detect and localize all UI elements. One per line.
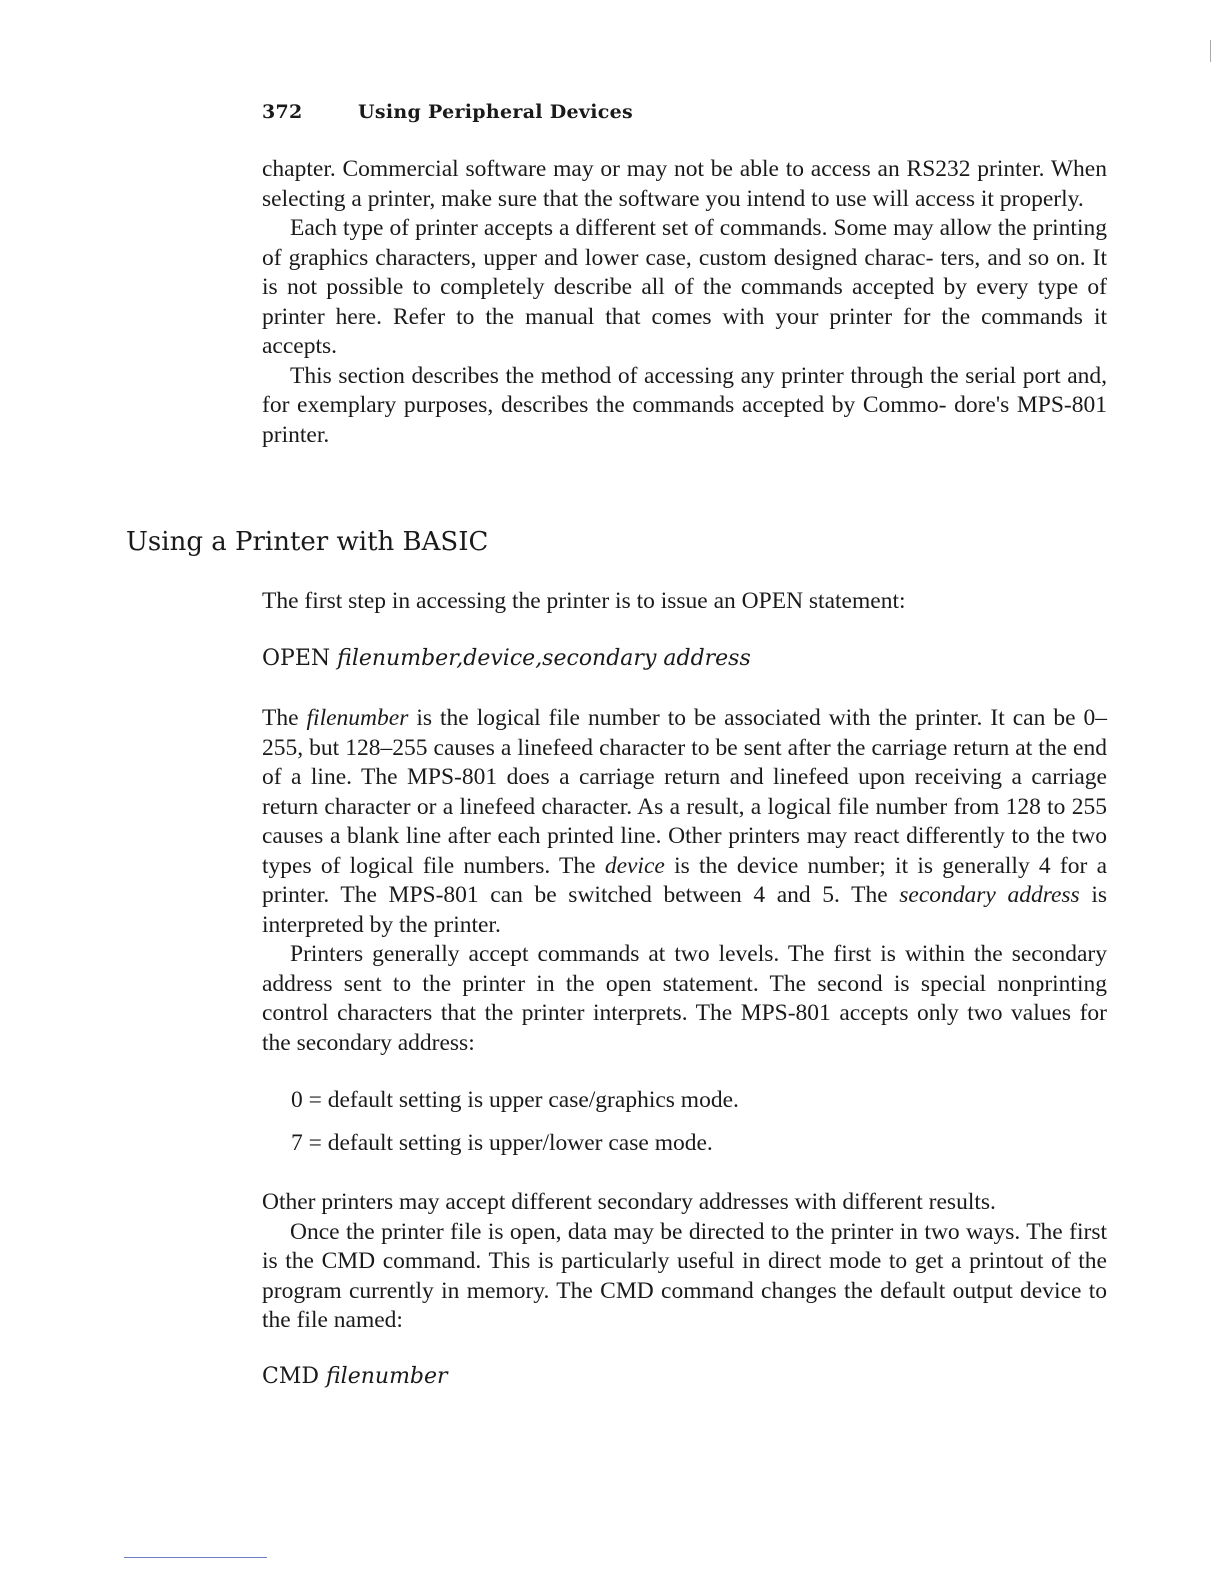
- cmd-keyword: CMD: [262, 1364, 319, 1389]
- intro-paragraph-2: Each type of printer accepts a different set of commands. Some may allow the printing of graphics characters, upper and lower case, custom designed charac- ters, and so on. It is not possible to completely describe all of the commands accepted by every type of printer here. Refer to the manual that comes with your printer for the commands it accepts.: [262, 215, 1107, 359]
- fn-term-device: device: [604, 852, 665, 879]
- other-printers-paragraph: Other printers may accept different secondary addresses with different results.: [262, 1189, 996, 1215]
- fn-term-filenumber: filenumber: [306, 705, 409, 731]
- cmd-args: filenumber: [326, 1364, 448, 1389]
- fn-text-4: is interpreted by the printer.: [262, 882, 1107, 938]
- filenumber-block: [262, 704, 1107, 1058]
- fn-text-2: is the logical file number to be associated with the printer. It can be 0–255, but 128–255 causes a linefeed character to be sent after the carriage return at the end of a line. The MPS-801 does a carriage return and linefeed upon receiving a carriage return character or a linefeed character. As a result, a logical file number from 128 to 255 causes a blank line after each printed line. Other printers may react differently to the two types of logical file numbers. The: [262, 705, 1107, 879]
- fn-text-3: is the device number; it is generally 4 for a printer. The MPS-801 can be switched between 4 and 5. The: [262, 852, 1107, 908]
- footnote-rule: [124, 1557, 267, 1558]
- fn-text-1: The: [262, 705, 307, 731]
- closing-block: [262, 1188, 1107, 1336]
- intro-paragraph-3: This section describes the method of accessing any printer through the serial port and, for exemplary purposes, describes the commands accepted by Commo- dore's MPS-801 printer.: [262, 362, 1107, 448]
- cmd-syntax: [262, 1364, 448, 1389]
- intro-paragraph-1: chapter. Commercial software may or may not be able to access an RS232 printer. When selecting a printer, make sure that the software you intend to use will access it properly.: [262, 156, 1107, 212]
- page-header: [262, 101, 633, 123]
- page-number: 372: [262, 101, 303, 123]
- fn-term-secondary-address: secondary address: [899, 882, 1080, 908]
- step-intro: The first step in accessing the printer is to issue an OPEN statement:: [262, 588, 906, 614]
- section-heading: Using a Printer with BASIC: [126, 527, 489, 557]
- filenumber-paragraph: [262, 704, 1107, 940]
- sa-value-0: 0 = default setting is upper case/graphics mode.: [291, 1087, 739, 1113]
- open-syntax: [262, 646, 751, 671]
- scan-edge-mark: [1210, 40, 1211, 62]
- open-args: filenumber,device,secondary address: [337, 646, 751, 671]
- cmd-paragraph: Once the printer file is open, data may be directed to the printer in two ways. The first is the CMD command. This is particularly useful in direct mode to get a printout of the program currently in memory. The CMD command changes the default output device to the file named:: [262, 1218, 1107, 1333]
- levels-paragraph: Printers generally accept commands at two levels. The first is within the secondary address sent to the printer in the open statement. The second is special nonprinting control characters that the printer interprets. The MPS-801 accepts only two values for the secondary address:: [262, 941, 1107, 1056]
- running-title: Using Peripheral Devices: [358, 101, 634, 123]
- sa-value-7: 7 = default setting is upper/lower case mode.: [291, 1130, 713, 1156]
- intro-block: [262, 155, 1107, 450]
- open-keyword: OPEN: [262, 646, 331, 671]
